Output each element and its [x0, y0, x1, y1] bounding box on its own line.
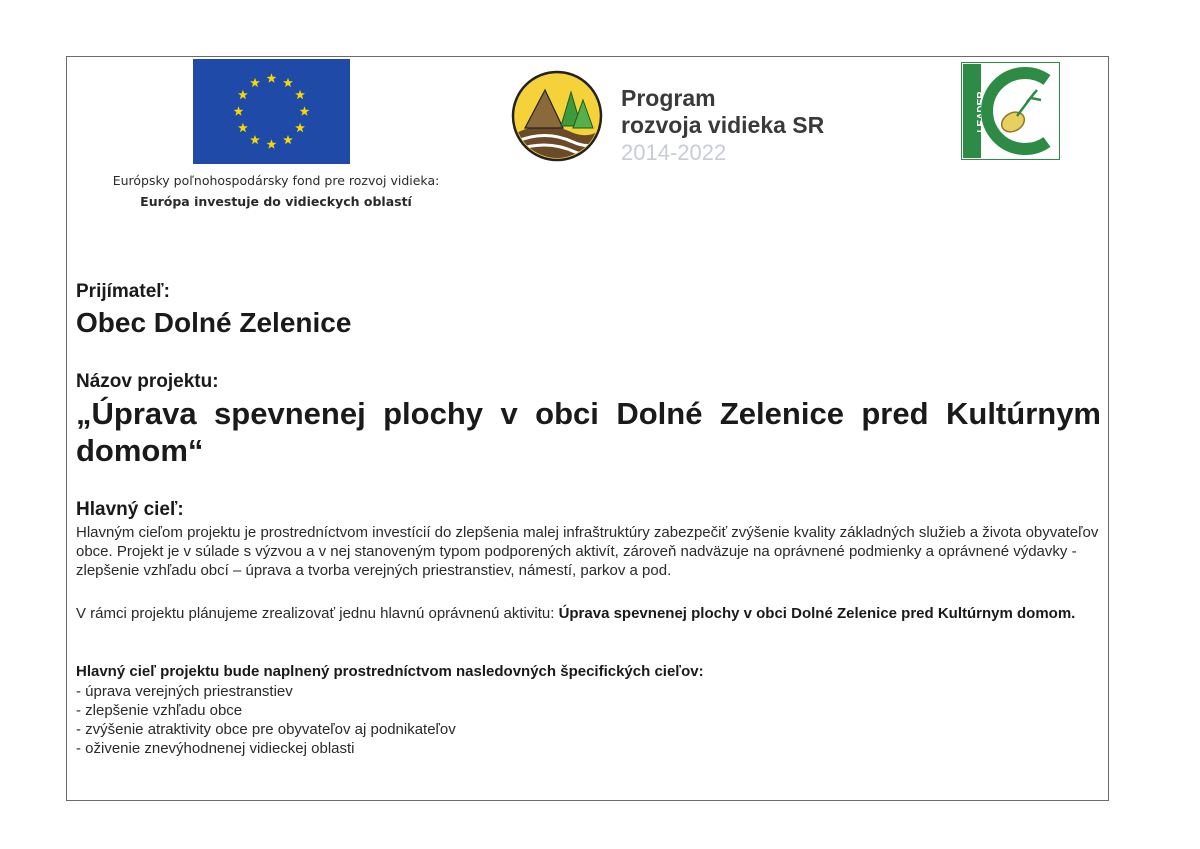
specific-goals-list — [76, 682, 456, 758]
activity-intro: V rámci projektu plánujeme zrealizovať jednu hlavnú oprávnenú aktivitu: — [76, 605, 559, 622]
list-item: - zlepšenie vzhľadu obce — [76, 702, 243, 719]
main-goal-label: Hlavný cieľ: — [76, 499, 184, 520]
activity-name: Úprava spevnenej plochy v obci Dolné Zelenice pred Kultúrnym domom. — [558, 605, 1076, 622]
list-item: - zvýšenie atraktivity obce pre obyvateľov aj podnikateľov — [76, 721, 456, 738]
project-title: „Úprava spevnenej plochy v obci Dolné Zelenice pred Kultúrnym domom“ — [76, 396, 1101, 468]
main-goal-paragraph: Hlavným cieľom projektu je prostredníctvom investícií do zlepšenia malej infraštruktúry zabezpečiť zvýšenie kvality základných služieb a života obyvateľov obce. Projekt je v súlade s výzvou a v nej stanoveným typom podporených aktivít, zároveň nadväzuje na oprávnené podmienky a oprávnené výdavky - zlepšenie vzhľadu obcí – úprava a tvorba verejných priestranstiev, námestí, parkov a pod. — [76, 524, 1099, 579]
program-title-line2: rozvoja vidieka SR — [621, 112, 825, 138]
activity-paragraph — [76, 604, 1106, 623]
eu-fund-caption: Európsky poľnohospodársky fond pre rozvoj vidieka: — [112, 173, 440, 188]
recipient-label: Prijímateľ: — [76, 281, 170, 302]
eu-slogan: Európa investuje do vidieckych oblastí — [140, 194, 412, 209]
list-item: - úprava verejných priestranstiev — [76, 683, 293, 700]
project-name-label: Názov projektu: — [76, 371, 219, 392]
recipient-name: Obec Dolné Zelenice — [76, 307, 352, 338]
leader-logo — [961, 62, 1060, 160]
leader-wordmark: LEADER — [976, 91, 987, 133]
specific-goals-heading: Hlavný cieľ projektu bude naplnený prostredníctvom nasledovných špecifických cieľov: — [76, 663, 704, 680]
list-item: - oživenie znevýhodnenej vidieckej oblasti — [76, 740, 355, 757]
program-years: 2014-2022 — [621, 140, 727, 165]
program-title-line1: Program — [621, 85, 716, 111]
rural-development-program-logo — [511, 70, 603, 162]
eu-flag-logo — [193, 59, 350, 164]
